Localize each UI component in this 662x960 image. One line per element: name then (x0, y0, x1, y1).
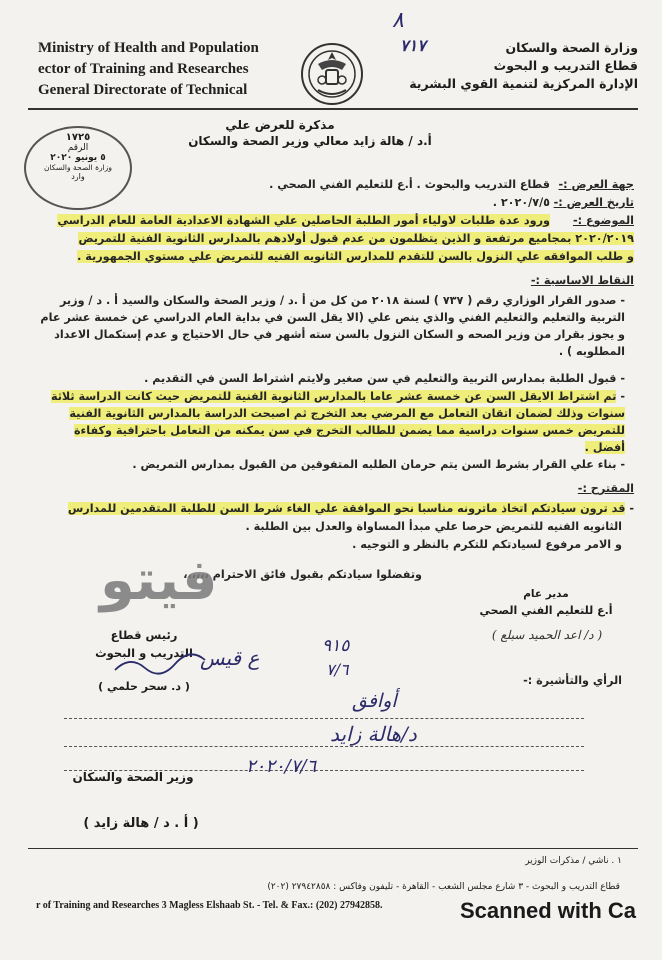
key-points-label: النقاط الاساسية :- (530, 274, 634, 287)
key-point-3-text: تم اشتراط الايقل السن عن خمسة عشر عاما بالمدارس الثانوية الفنية للتمريض حيث كانت الدراسة ثلاثة سنوات وذلك لضمان اتقان التعامل مع المرضي بعد التخرج ثم اصبحت الدراسة بالمدارس الثانوية الفنية للتمريض خمس سنوات دراسية مما يضمن للطالب التخرج في سن يمكنه من التعامل باحترافية وكفاءة أفضل . (50, 390, 625, 454)
stamp-date: ٥ يونيو ٢٠٢٠ (50, 153, 106, 163)
minister-title: وزير الصحة والسكان (72, 770, 194, 784)
memo-title: مذكرة للعرض علي (225, 118, 335, 132)
hand-sign-name: د/هالة زايد (330, 722, 417, 746)
subject-line-2-text: ٢٠٢٠/٢٠١٩ بمجاميع مرتفعة و الذين يتظلمون من عدم قبول أولادهم بالمدارس الثانوية الفنية للتمريض (78, 232, 634, 245)
subject-line-3 (34, 248, 634, 265)
hand-note-ref: ٩١٥ (322, 636, 350, 656)
hand-note-text: ع قيس (200, 646, 260, 670)
date-value: ٢٠٢٠/٧/٥ . (492, 196, 550, 209)
key-point-2-text: قبول الطلبة بمدارس التربية والتعليم في سن صغير ولايتم اشتراط السن في التقديم . (144, 372, 617, 385)
footer-ar-address: قطاع التدريب و البحوث - ٣ شارع مجلس الشعب - القاهرة - تليفون وفاكس : ٢٧٩٤٢٨٥٨ (٢٠٢) (267, 882, 620, 892)
bullet-icon: - (616, 390, 625, 403)
closing-text: وتفضلوا سيادتكم بقبول فائق الاحترام ،،،،،، (183, 568, 422, 581)
fito-watermark: فيتو (100, 548, 218, 613)
hand-note-date: ٧/٦ (326, 660, 349, 679)
header-en-line-3: General Directorate of Technical (38, 82, 248, 98)
sector-title-2: التدريب و البحوث (95, 646, 193, 660)
opinion-line-2 (64, 746, 584, 747)
director-title-1: مدير عام (523, 588, 569, 600)
opinion-label: الرأي والتأشيرة :- (523, 674, 622, 687)
key-point-1-text: صدور القرار الوزاري رقم ( ٧٣٧ ) لسنة ٢٠١٨ من كل من أ .د / وزير الصحة والسكان والسيد أ . د / وزير التربية والتعليم والتعليم الفني والذي ينص علي (الا يقل السن في بداية العام الدراسي عن خمسة عشر عام و يجوز بقرار من وزير الصحه و السكان النزول بالسن سته أشهر في حال الاحتياج و عدم إستكمال الاعداد المطلوبه ) . (40, 294, 625, 358)
ministry-emblem-logo (300, 42, 364, 106)
sector-title-1: رئيس قطاع (110, 628, 178, 642)
key-point-3 (40, 388, 625, 456)
proposal-line-2: الثانويه الفنيه للتمريض حرصا علي مبدأ المساواة والعدل بين الطلبة . (245, 520, 622, 533)
hand-approve: أوافق (352, 690, 397, 712)
subject-line-1-text: ورود عدة طلبات لاولياء أمور الطلبة الحاصلين علي الشهادة الاعدادية العامة للعام الدراسي (57, 214, 550, 227)
stamp-number: ١٧٢٥ (65, 132, 91, 143)
stamp-incoming: وارد (71, 172, 85, 181)
entity-value: قطاع التدريب والبحوث . أ.ع للتعليم الفني الصحي . (269, 178, 550, 191)
proposal-line-1: - قد ترون سيادتكم اتخاذ ماترونه مناسبا نحو الموافقة علي الغاء شرط السن للطلبة المتقدمين للمدارس (67, 502, 634, 515)
incoming-stamp (24, 126, 132, 210)
scanner-watermark: Scanned with Ca (460, 898, 637, 923)
footer-divider (28, 848, 638, 849)
header-divider (28, 108, 638, 110)
minister-name: ( أ . د / هالة زايد ) (83, 816, 199, 831)
stamp-ministry: وزارة الصحة والسكان (44, 163, 112, 172)
header-ref-number: ٧١٧ (400, 36, 426, 55)
header-en-line-1: Ministry of Health and Population (38, 40, 259, 56)
subject-line-3-text: و طلب الموافقه علي النزول بالسن للتقدم للمدارس الثانويه الفنيه للتمريض علي مستوي الجمهورية . (77, 250, 634, 263)
header-ar-line-2: قطاع التدريب و البحوث (493, 58, 638, 73)
header-ar-line-1: وزارة الصحة والسكان (505, 40, 638, 55)
hand-sign-date: ٢٠٢٠/٧/٦ (246, 756, 317, 777)
key-point-4 (40, 456, 625, 473)
proposal-line-3: و الامر مرفوع لسيادتكم للتكرم بالنظر و التوجيه . (352, 538, 622, 551)
bullet-icon: - (616, 294, 625, 307)
footer-cc: ١ . ناشي / مذكرات الوزير (525, 856, 622, 866)
key-point-2 (40, 370, 625, 387)
page-mark: ٨ (392, 8, 404, 33)
stamp-label: الرقم (67, 143, 89, 153)
header-ar-line-3: الإدارة المركزية لتنمية القوي البشرية (409, 76, 638, 91)
date-label: تاريخ العرض :- (553, 196, 634, 209)
memo-addressee: أ.د / هالة زايد معالي وزير الصحة والسكان (188, 134, 432, 148)
entity-label: جهة العرض :- (558, 178, 634, 191)
proposal-line-1-text: قد ترون سيادتكم اتخاذ ماترونه مناسبا نحو الموافقة علي الغاء شرط السن للطلبة المتقدمين للمدارس (67, 502, 626, 515)
director-title-2: أ.ع للتعليم الفني الصحي (479, 604, 613, 617)
proposal-label: المقترح :- (577, 482, 634, 495)
key-point-1 (40, 292, 625, 360)
bullet-icon: - (616, 372, 625, 385)
subject-label: الموضوع :- (572, 214, 634, 227)
header-en-line-2: ector of Training and Researches (38, 61, 249, 77)
opinion-line-1 (64, 718, 584, 719)
subject-line-1 (50, 212, 550, 229)
subject-line-2 (34, 230, 634, 247)
eagle-emblem-icon (300, 42, 364, 106)
bullet-icon: - (616, 458, 625, 471)
sector-signature-scribble-icon (110, 650, 210, 680)
director-name: ( د/ اعد الحميد سبلع ) (491, 628, 603, 642)
footer-en-address: r of Training and Researches 3 Magless Elshaab St. - Tel. & Fax.: (202) 27942858. (36, 900, 383, 911)
key-point-4-text: بناء علي القرار بشرط السن يتم حرمان الطلبه المتفوقين من القبول بمدارس التمريض . (132, 458, 617, 471)
sector-name: ( د. سحر حلمي ) (98, 680, 190, 693)
